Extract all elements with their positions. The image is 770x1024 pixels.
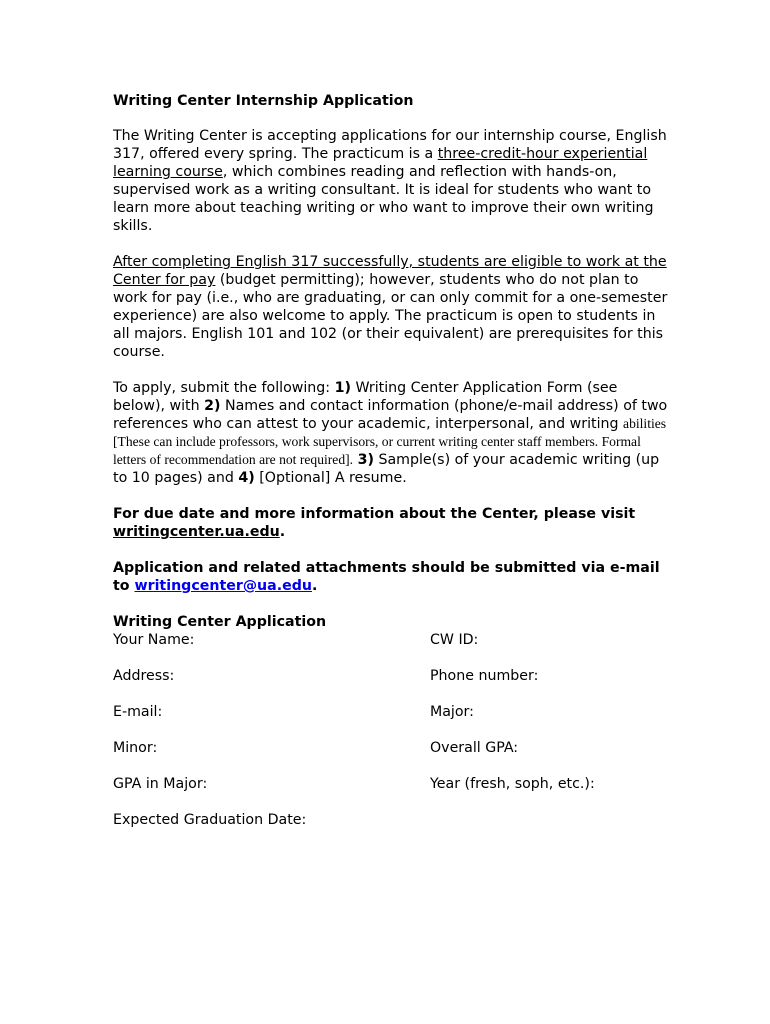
form-title: Writing Center Application <box>113 614 327 630</box>
form-row <box>113 811 673 829</box>
course-description-underlined: three-credit-hour experiential learning course <box>113 146 648 180</box>
more-info-period: . <box>279 524 286 540</box>
item-number-2: 2) <box>204 398 221 414</box>
field-label-name: Your Name: <box>113 632 195 648</box>
field-label-graduation-date: Expected Graduation Date: <box>113 812 307 828</box>
field-label-gpa-major: GPA in Major: <box>113 776 208 792</box>
form-row <box>113 703 673 721</box>
intro-text-a: The Writing Center is accepting applications for our internship course, English 317, offered every spring. The practicum is a <box>113 128 667 162</box>
submission-text: Application and related attachments should be submitted via e-mail to <box>113 560 660 594</box>
item-number-1: 1) <box>334 380 351 396</box>
eligibility-text: (budget permitting); however, students who do not plan to work for pay (i.e., who are graduating, or can only commit for a one-semester experience) are also welcome to apply. The practicum is open to students in all majors. English 101 and 102 (or their equivalent) are prerequisites for this course. <box>113 272 668 360</box>
field-label-address: Address: <box>113 668 175 684</box>
field-label-overall-gpa: Overall GPA: <box>430 740 519 756</box>
form-row <box>113 631 673 649</box>
field-label-email: E-mail: <box>113 704 163 720</box>
form-row <box>113 775 673 793</box>
eligibility-paragraph <box>113 253 673 361</box>
website-link[interactable]: writingcenter.ua.edu <box>113 524 280 540</box>
intro-paragraph <box>113 127 673 235</box>
field-label-cwid: CW ID: <box>430 632 479 648</box>
field-label-phone: Phone number: <box>430 668 539 684</box>
field-label-major: Major: <box>430 704 474 720</box>
item-number-4: 4) <box>238 470 255 486</box>
more-info-text: For due date and more information about the Center, please visit <box>113 506 636 522</box>
field-label-minor: Minor: <box>113 740 158 756</box>
apply-text-serif: abilities [These can include professors, work supervisors, or current writing center staff members. Formal letters of recommendation are not required]. <box>113 416 667 467</box>
apply-text-a: To apply, submit the following: <box>113 380 335 396</box>
apply-text-e: [Optional] A resume. <box>254 470 407 486</box>
apply-text-c: Names and contact information (phone/e-mail address) of two references who can attest to your academic, interpersonal, and writing <box>113 398 668 432</box>
document-title: Writing Center Internship Application <box>113 93 414 109</box>
document-content <box>113 92 673 847</box>
application-form <box>113 631 673 829</box>
eligibility-underlined: After completing English 317 successfully, students are eligible to work at the Center for pay <box>113 254 667 288</box>
intro-text-b: , which combines reading and reflection with hands-on, supervised work as a writing consultant. It is ideal for students who want to learn more about teaching writing or who want to improve their own writing skills. <box>113 164 654 234</box>
more-info-paragraph <box>113 505 673 541</box>
field-label-year: Year (fresh, soph, etc.): <box>430 776 595 792</box>
apply-text-d: Sample(s) of your academic writing (up to 10 pages) and <box>113 452 660 486</box>
form-row <box>113 667 673 685</box>
item-number-3: 3) <box>357 452 374 468</box>
submission-paragraph <box>113 559 673 595</box>
email-link[interactable]: writingcenter@ua.edu <box>134 578 312 594</box>
field-label-empty <box>430 811 673 829</box>
apply-paragraph <box>113 379 673 487</box>
submission-period: . <box>312 578 318 594</box>
form-row <box>113 739 673 757</box>
apply-text-b: Writing Center Application Form (see below), with <box>113 380 618 414</box>
